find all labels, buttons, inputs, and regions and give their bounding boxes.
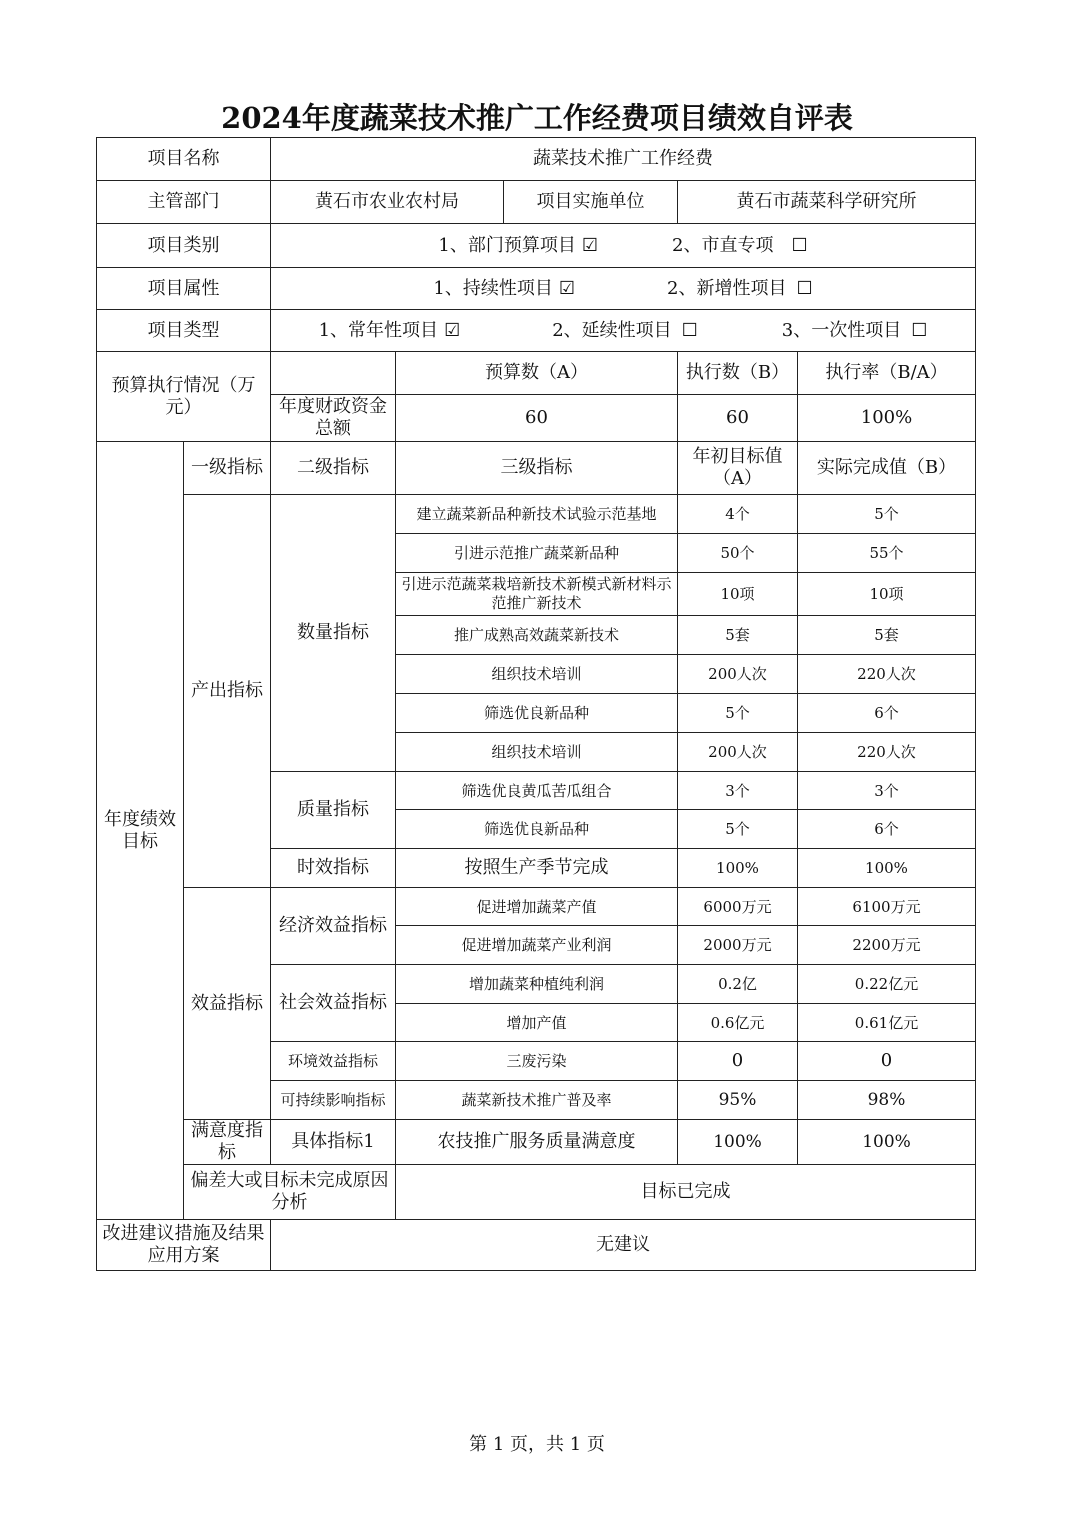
type-options [271, 310, 976, 352]
row-department [97, 181, 976, 224]
budget-b: 60 [678, 395, 798, 442]
target-value: 4个 [678, 495, 798, 534]
budget-col-b: 执行数（B） [678, 352, 798, 395]
satisfaction-label: 满意度指标 [184, 1120, 271, 1165]
budget-col-a: 预算数（A） [396, 352, 678, 395]
actual-value: 100% [798, 1120, 976, 1165]
target-value: 10项 [678, 573, 798, 616]
type-label: 项目类型 [97, 310, 271, 352]
target-value: 5个 [678, 694, 798, 733]
checked-box-icon: ☑ [581, 234, 598, 256]
header-level2: 二级指标 [271, 442, 396, 495]
actual-value: 100% [798, 849, 976, 888]
timeliness-label: 时效指标 [271, 849, 396, 888]
social-label: 社会效益指标 [271, 965, 396, 1042]
type-opt1: 1、常年性项目 [318, 319, 439, 341]
evaluation-table [96, 137, 976, 1271]
header-target: 年初目标值（A） [678, 442, 798, 495]
budget-rate: 100% [798, 395, 976, 442]
type-opt3: 3、一次性项目 [781, 319, 902, 341]
indicator-name: 组织技术培训 [396, 733, 678, 772]
actual-value: 10项 [798, 573, 976, 616]
row-category [97, 224, 976, 268]
target-value: 3个 [678, 772, 798, 810]
target-value: 0.2亿 [678, 965, 798, 1004]
quantity-label: 数量指标 [271, 495, 396, 772]
row-type [97, 310, 976, 352]
unchecked-box-icon: ☐ [911, 319, 928, 341]
category-opt1: 1、部门预算项目 [438, 234, 576, 256]
goals-label: 年度绩效目标 [97, 442, 184, 1220]
header-actual: 实际完成值（B） [798, 442, 976, 495]
indicator-name: 引进示范蔬菜栽培新技术新模式新材料示范推广新技术 [396, 573, 678, 616]
target-value: 5个 [678, 810, 798, 849]
target-value: 5套 [678, 616, 798, 655]
unchecked-box-icon: ☐ [681, 319, 698, 341]
output-label: 产出指标 [184, 495, 271, 888]
target-value: 100% [678, 849, 798, 888]
actual-value: 0.61亿元 [798, 1004, 976, 1042]
indicator-name: 组织技术培训 [396, 655, 678, 694]
budget-a: 60 [396, 395, 678, 442]
benefit-label: 效益指标 [184, 888, 271, 1120]
actual-value: 5个 [798, 495, 976, 534]
target-value: 200人次 [678, 655, 798, 694]
dept-label: 主管部门 [97, 181, 271, 224]
indicator-name: 促进增加蔬菜产值 [396, 888, 678, 926]
indicator-name: 引进示范推广蔬菜新品种 [396, 534, 678, 573]
unchecked-box-icon: ☐ [796, 277, 813, 299]
actual-value: 3个 [798, 772, 976, 810]
target-value: 2000万元 [678, 926, 798, 965]
indicator-name: 蔬菜新技术推广普及率 [396, 1081, 678, 1120]
actual-value: 220人次 [798, 733, 976, 772]
dept-value: 黄石市农业农村局 [271, 181, 504, 224]
attribute-options [271, 268, 976, 310]
checked-box-icon: ☑ [558, 277, 575, 299]
actual-value: 6个 [798, 810, 976, 849]
project-name-label: 项目名称 [97, 138, 271, 181]
target-value: 0 [678, 1042, 798, 1081]
indicator-name: 三废污染 [396, 1042, 678, 1081]
category-opt2: 2、市直专项 [672, 234, 774, 256]
actual-value: 220人次 [798, 655, 976, 694]
actual-value: 55个 [798, 534, 976, 573]
indicator-name: 筛选优良新品种 [396, 810, 678, 849]
target-value: 200人次 [678, 733, 798, 772]
unchecked-box-icon: ☐ [791, 234, 808, 256]
indicator-name: 增加蔬菜种植纯利润 [396, 965, 678, 1004]
attribute-label: 项目属性 [97, 268, 271, 310]
indicator-name: 建立蔬菜新品种新技术试验示范基地 [396, 495, 678, 534]
actual-value: 6100万元 [798, 888, 976, 926]
row-goals-header [97, 442, 976, 495]
attribute-opt1: 1、持续性项目 [433, 277, 553, 299]
table-row [97, 495, 976, 534]
indicator-name: 促进增加蔬菜产业利润 [396, 926, 678, 965]
target-value: 95% [678, 1081, 798, 1120]
row-deviation [97, 1165, 976, 1220]
unit-value: 黄石市蔬菜科学研究所 [678, 181, 976, 224]
row-attribute [97, 268, 976, 310]
unit-label: 项目实施单位 [504, 181, 678, 224]
project-name-value: 蔬菜技术推广工作经费 [271, 138, 976, 181]
indicator-name: 筛选优良新品种 [396, 694, 678, 733]
header-level1: 一级指标 [184, 442, 271, 495]
budget-row-label: 年度财政资金总额 [271, 395, 396, 442]
actual-value: 2200万元 [798, 926, 976, 965]
indicator-name: 筛选优良黄瓜苦瓜组合 [396, 772, 678, 810]
category-options [271, 224, 976, 268]
actual-value: 6个 [798, 694, 976, 733]
target-value: 6000万元 [678, 888, 798, 926]
attribute-opt2: 2、新增性项目 [667, 277, 787, 299]
category-label: 项目类别 [97, 224, 271, 268]
target-value: 0.6亿元 [678, 1004, 798, 1042]
type-opt2: 2、延续性项目 [552, 319, 672, 341]
row-project-name [97, 138, 976, 181]
deviation-value: 目标已完成 [396, 1165, 976, 1220]
quality-label: 质量指标 [271, 772, 396, 849]
table-row [97, 1120, 976, 1165]
row-budget-header [97, 352, 976, 395]
economic-label: 经济效益指标 [271, 888, 396, 965]
checked-box-icon: ☑ [444, 319, 461, 341]
specific-label: 具体指标1 [271, 1120, 396, 1165]
actual-value: 5套 [798, 616, 976, 655]
sustain-label: 可持续影响指标 [271, 1081, 396, 1120]
table-row [97, 888, 976, 926]
improvement-value: 无建议 [271, 1220, 976, 1271]
page-footer: 第 1 页，共 1 页 [469, 1434, 605, 1455]
indicator-name: 增加产值 [396, 1004, 678, 1042]
target-value: 100% [678, 1120, 798, 1165]
actual-value: 0.22亿元 [798, 965, 976, 1004]
actual-value: 98% [798, 1081, 976, 1120]
improvement-label: 改进建议措施及结果应用方案 [97, 1220, 271, 1271]
deviation-label: 偏差大或目标未完成原因分析 [184, 1165, 396, 1220]
environment-label: 环境效益指标 [271, 1042, 396, 1081]
header-level3: 三级指标 [396, 442, 678, 495]
budget-col-rate: 执行率（B/A） [798, 352, 976, 395]
budget-label: 预算执行情况（万元） [97, 352, 271, 442]
indicator-name: 按照生产季节完成 [396, 849, 678, 888]
target-value: 50个 [678, 534, 798, 573]
indicator-name: 农技推广服务质量满意度 [396, 1120, 678, 1165]
budget-empty-cell [271, 352, 396, 395]
page-title: 2024年度蔬菜技术推广工作经费项目绩效自评表 [221, 101, 853, 135]
indicator-name: 推广成熟高效蔬菜新技术 [396, 616, 678, 655]
actual-value: 0 [798, 1042, 976, 1081]
row-improvement [97, 1220, 976, 1271]
